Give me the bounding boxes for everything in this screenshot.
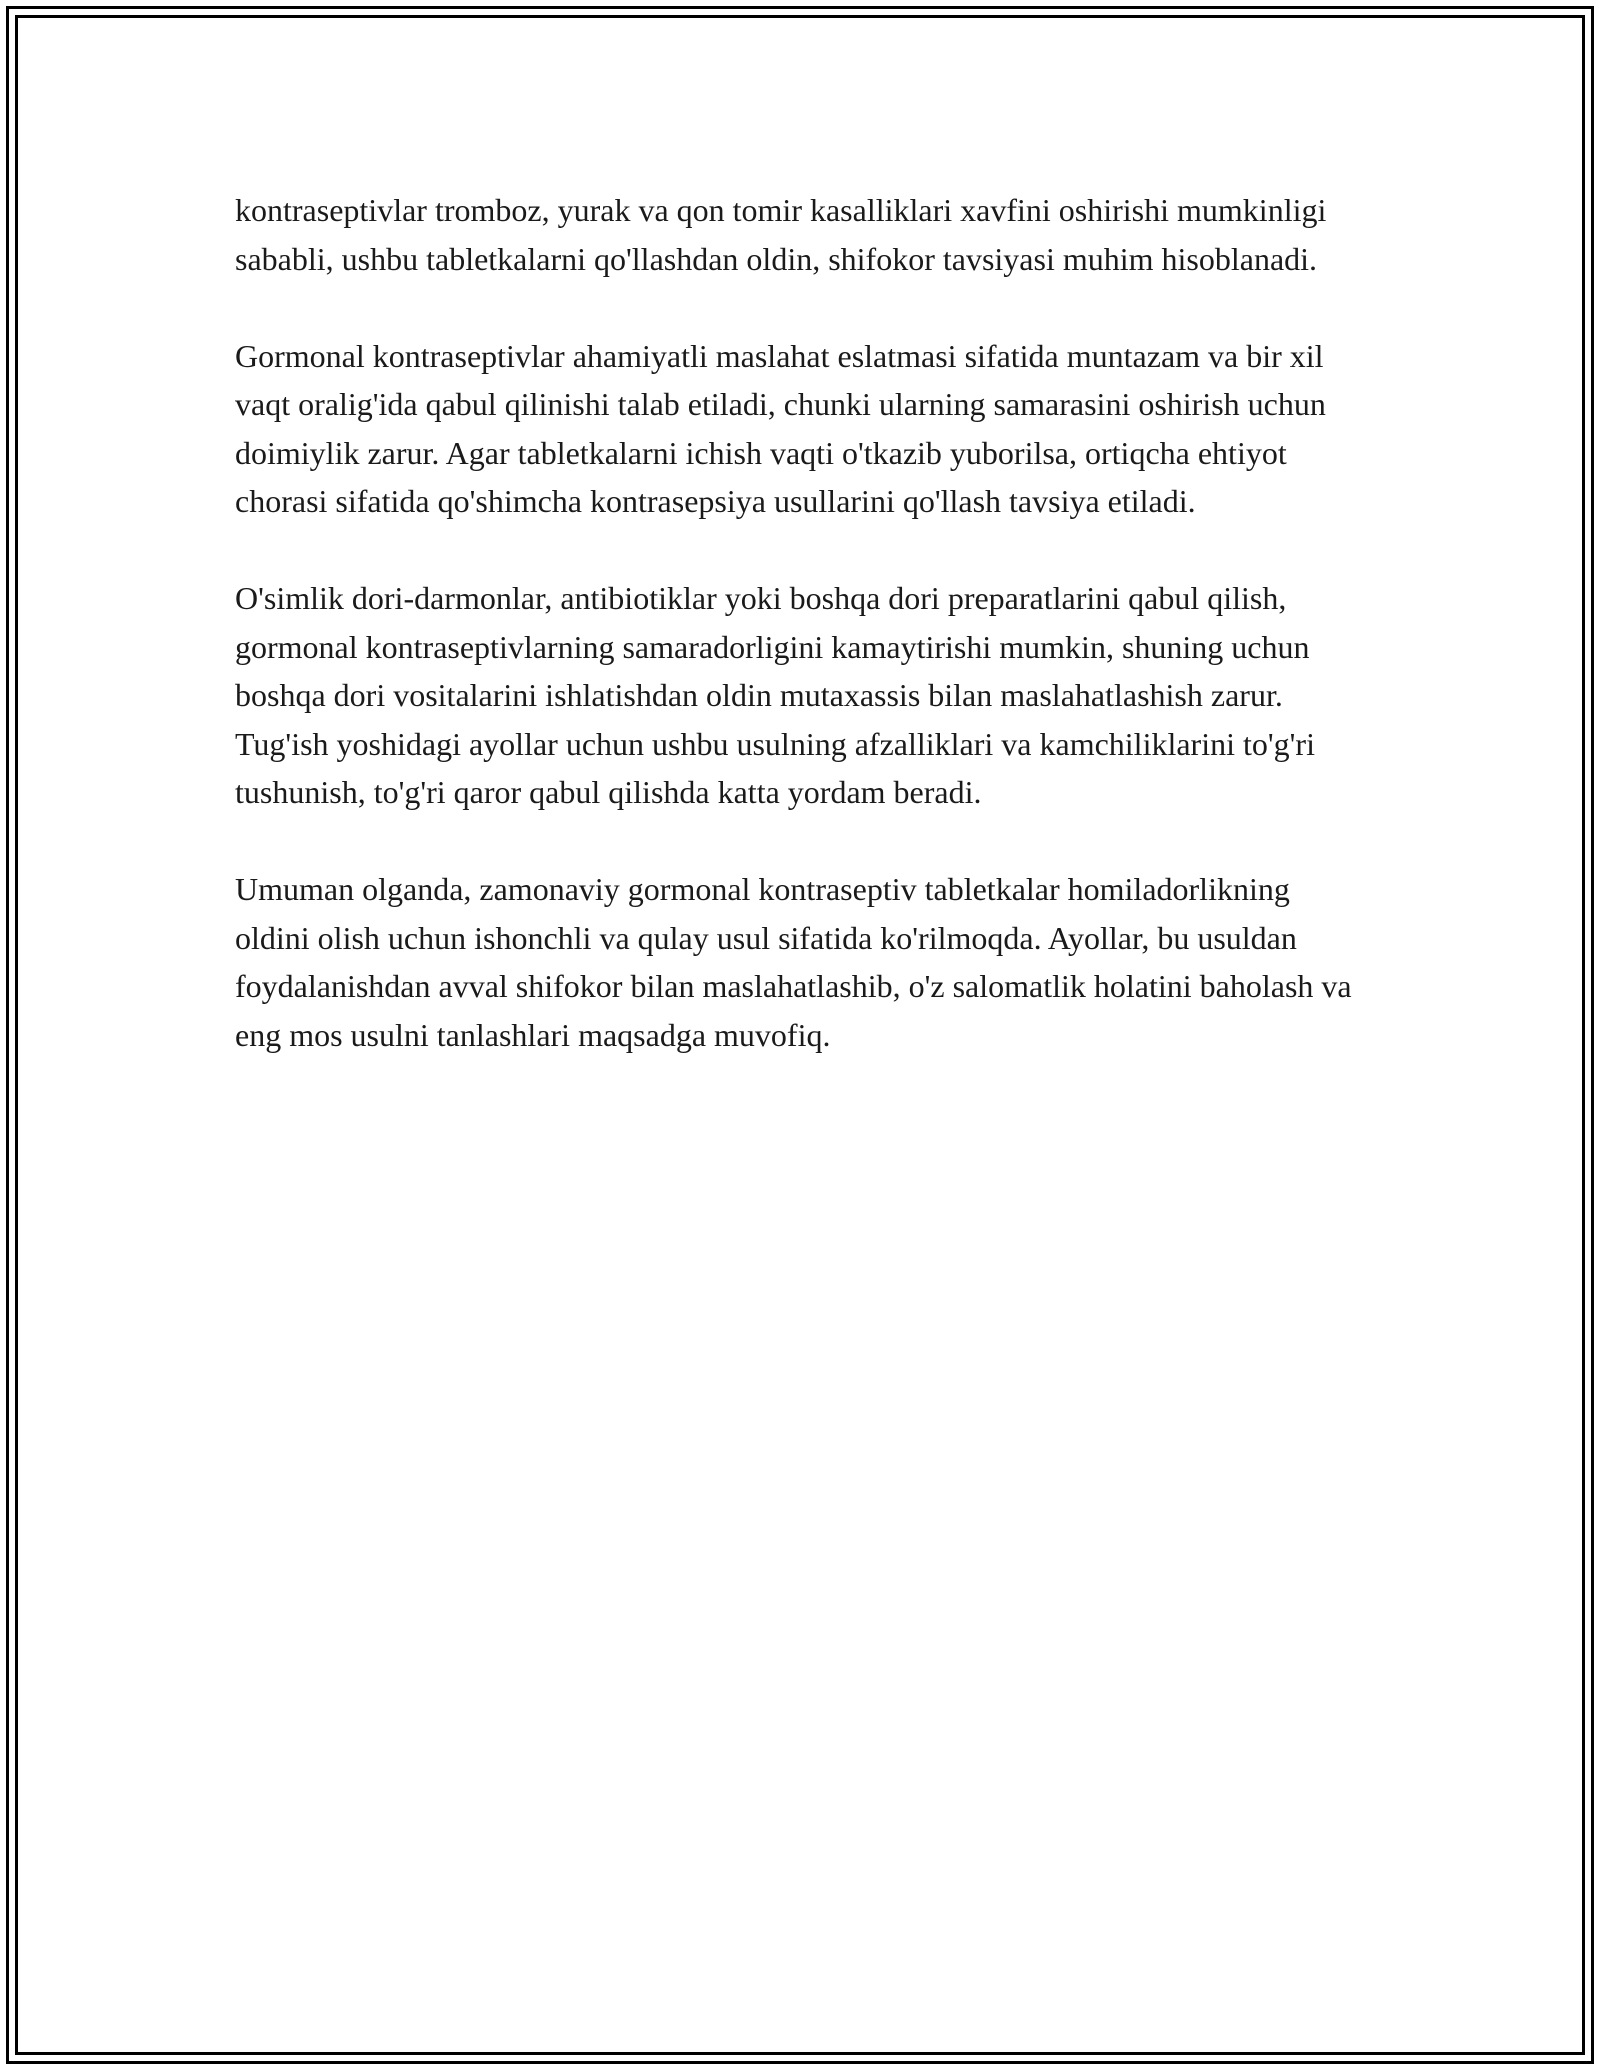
- document-body: [235, 186, 1365, 1059]
- paragraph-2: Gormonal kontraseptivlar ahamiyatli maslahat eslatmasi sifatida muntazam va bir xil vaqt oralig'ida qabul qilinishi talab etiladi, chunki ularning samarasini oshirish uchun doimiylik zarur. Agar tabletkalarni ichish vaqti o'tkazib yuborilsa, ortiqcha ehtiyot chorasi sifatida qo'shimcha kontrasepsiya usullarini qo'llash tavsiya etiladi.: [235, 337, 1326, 519]
- paragraph-3: O'simlik dori-darmonlar, antibiotiklar yoki boshqa dori preparatlarini qabul qilish, gormonal kontraseptivlarning samaradorligini kamaytirishi mumkin, shuning uchun boshqa dori vositalarini ishlatishdan oldin mutaxassis bilan maslahatlashish zarur. Tug'ish yoshidagi ayollar uchun ushbu usulning afzalliklari va kamchiliklarini to'g'ri tushunish, to'g'ri qaror qabul qilishda katta yordam beradi.: [235, 580, 1315, 810]
- paragraph-4: Umuman olganda, zamonaviy gormonal kontraseptiv tabletkalar homiladorlikning oldini olish uchun ishonchli va qulay usul sifatida ko'rilmoqda. Ayollar, bu usuldan foydalanishdan avval shifokor bilan maslahatlashib, o'z salomatlik holatini baholash va eng mos usulni tanlashlari maqsadga muvofiq.: [235, 871, 1352, 1053]
- paragraph-1: kontraseptivlar tromboz, yurak va qon tomir kasalliklari xavfini oshirishi mumkinligi sababli, ushbu tabletkalarni qo'llashdan oldin, shifokor tavsiyasi muhim hisoblanadi.: [235, 192, 1327, 277]
